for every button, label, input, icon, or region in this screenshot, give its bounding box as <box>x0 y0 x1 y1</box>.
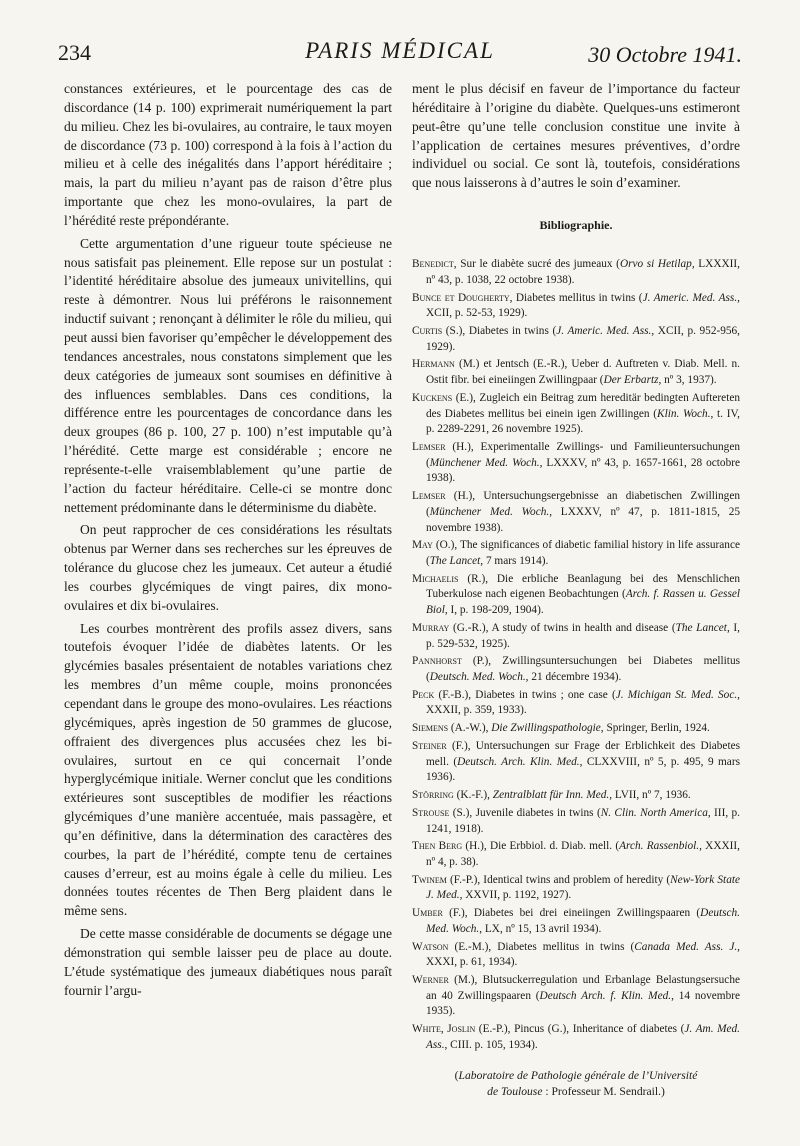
reference-item <box>412 906 740 937</box>
reference-details: , XXXII, nº 4, p. 38). <box>426 840 740 868</box>
reference-text: (E.-P.), Pincus (G.), Inheritance of diabetes ( <box>475 1023 685 1036</box>
reference-details: , LVII, nº 7, 1936. <box>609 789 691 802</box>
reference-author: Lemser <box>412 440 446 453</box>
right-column <box>412 80 740 1100</box>
reference-item <box>412 739 740 786</box>
reference-text: (R.), Die erbliche Beanlagung bei des Menschlichen Tuberkulose nach eigenen Beobachtungen ( <box>426 572 740 601</box>
reference-journal: Zentralblatt für Inn. Med. <box>492 789 610 802</box>
reference-journal: Deutsch Arch. f. Klin. Med. <box>539 989 672 1002</box>
reference-item <box>412 1022 740 1053</box>
reference-details: , LXXXII, nº 43, p. 1038, 22 octobre 1938). <box>426 258 740 286</box>
reference-text: (M.) et Jentsch (E.-R.), Ueber d. Auftreten v. Diab. Mell. n. Ostit fibr. bei eineiingen Zwillingpaar ( <box>426 358 740 387</box>
reference-author: Werner <box>412 973 449 986</box>
reference-text: (F.), Diabetes bei drei eineiingen Zwillingspaaren ( <box>442 907 701 920</box>
reference-author: Curtis <box>412 324 443 337</box>
reference-details: , I, p. 198-209, 1904). <box>444 604 544 617</box>
reference-journal: Arch. f. Rassen u. Gessel Biol <box>426 588 740 617</box>
reference-journal: Canada Med. Ass. J. <box>634 940 738 953</box>
running-header <box>58 38 742 74</box>
reference-item <box>412 973 740 1020</box>
paragraph: constances extérieures, et le pourcentage des cas de discordance (14 p. 100) exprimerait numériquement la part du milieu. Chez les bi-ovulaires, au contraire, le taux moyen de discordance (73 p. 100) correspond à la fois à l’action du milieu et à celle des inégalités dans l’apport héréditaire ; mais, la part du milieu n’ayant pas de raison d’être plus importante que chez les mono-ovulaires, la part de l’hérédité reste prépondérante. <box>64 81 392 228</box>
reference-details: , LX, nº 15, 13 avril 1934). <box>479 922 602 935</box>
reference-details: , XXXII, p. 359, 1933). <box>426 688 740 717</box>
reference-author: Strouse <box>412 806 450 819</box>
reference-journal: Deutsch. Med. Woch. <box>426 907 740 935</box>
reference-author: Lemser <box>412 490 446 503</box>
reference-text: (F.-B.), Diabetes in twins ; one case ( <box>434 688 616 701</box>
reference-author: Siemens <box>412 722 449 735</box>
reference-text: (A.-W.), <box>448 722 492 735</box>
reference-item <box>412 654 740 685</box>
reference-journal: N. Clin. North America <box>600 806 708 819</box>
reference-details: , Springer, Berlin, 1924. <box>600 722 710 735</box>
reference-details: , CLXXVIII, nº 5, p. 495, 9 mars 1936). <box>426 755 740 784</box>
reference-author: Peck <box>412 688 435 701</box>
reference-text: (K.-F.), <box>453 789 493 802</box>
reference-details: , XXXI, p. 61, 1934). <box>426 940 740 969</box>
reference-details: , III, p. 1241, 1918). <box>426 806 740 835</box>
reference-text: , Sur le diabète sucré des jumeaux ( <box>453 258 620 271</box>
paragraph: Cette argumentation d’une rigueur toute spécieuse ne nous satisfait pas pleinement. Elle repose sur un postulat : l’identité héréditaire absolue des jumeaux univitellins, qui reste à démontrer. Nous lui préférons le raisonnement inductif suivant ; renonçant à délimiter le rôle du milieu, qui peut aussi bien favoriser qu’empêcher le développement des tendances ancestrales, nous constatons simplement que les deux catégories de jumeaux sont soumises en définitive à des influences semblables. Dans ces conditions, la différence entre les pourcentages de concordance dans les deux groupes (86 p. 100, 27 p. 100) n’est imputable qu’à l’hérédité. Cette marge est considérable ; encore ne représente-t-elle vraisemblablement qu’une partie de l’action du facteur héréditaire. Celle-ci se montre donc nettement prédominante dans le déterminisme du diabète. <box>64 235 392 515</box>
issue-date: 30 Octobre 1941. <box>588 42 742 67</box>
reference-journal: Arch. Rassenbiol. <box>619 840 700 853</box>
reference-journal: Klin. Woch. <box>657 407 711 420</box>
reference-author: Steiner <box>412 739 447 752</box>
reference-text: (F.), Untersuchungen sur Frage der Erblichkeit des Diabetes mell. ( <box>426 739 740 768</box>
reference-item <box>412 839 740 870</box>
reference-text: (F.-P.), Identical twins and problem of heredity ( <box>446 873 671 886</box>
reference-author: Umber <box>412 907 443 920</box>
reference-text: (S.), Juvenile diabetes in twins ( <box>449 806 601 819</box>
reference-details: , CIII. p. 105, 1934). <box>444 1038 538 1051</box>
reference-text: (O.), The significances of diabetic familial history in life assurance ( <box>426 539 740 567</box>
reference-author: May <box>412 539 433 552</box>
bibliography-title: Bibliographie. <box>539 218 613 233</box>
reference-item <box>412 688 740 719</box>
paragraph: De cette masse considérable de documents se dégage une démonstration qui semble laisser peu de place au doute. L’étude systématique des jumeaux diabétiques nous paraît fournir l’argu- <box>64 926 392 998</box>
reference-details: , LXXXV, nº 47, p. 1811-1815, 25 novembre 1938). <box>426 505 740 534</box>
reference-item <box>412 538 740 569</box>
reference-item <box>412 257 740 288</box>
paragraph: Les courbes montrèrent des profils assez divers, sans toutefois évoquer l’idée de diabètes latents. Or les glycémies basales présentaient de notables variations chez les membres d’un même couple, moins prononcées cependant dans le groupe des mono-ovulaires. Les réactions glycémiques, après ingestion de 50 grammes de glucose, offraient des divergences plus accusées chez les bi-ovulaires, surtout en ce qui concernait l’onde hyperglycémique initiale. Werner conclut que les conditions extérieures sont susceptibles de modifier les réactions glycémiques d’une manière accentuée, mais passagère, et qu’en définitive, dans la détermination des caractères des courbes, la part de l’hérédité, compte tenu de certaines causes d’erreur, est au moins égale à celle du milieu. Les données toutes récentes de Then Berg plaident dans le même sens. <box>64 620 392 919</box>
reference-journal: The Lancet <box>675 621 727 634</box>
reference-item <box>412 324 740 355</box>
page-number: 234 <box>58 40 91 65</box>
reference-journal: Deutsch. Med. Woch. <box>429 671 526 684</box>
reference-author: Kuckens <box>412 391 453 404</box>
reference-author: Pannhorst <box>412 655 462 668</box>
reference-item <box>412 621 740 652</box>
reference-details: , 7 mars 1914). <box>480 555 549 567</box>
reference-details: , t. IV, p. 2289-2291, 26 novembre 1925). <box>426 407 740 436</box>
reference-journal: Der Erbartz <box>603 374 659 387</box>
reference-journal: New-York State J. Med. <box>426 873 740 902</box>
reference-journal: Deutsch. Arch. Klin. Med. <box>457 755 580 768</box>
reference-details: , XCII, p. 952-956, 1929). <box>426 324 740 353</box>
reference-text: (H.), Experimentalle Zwillings- und Familieuntersuchungen ( <box>426 440 740 469</box>
reference-author: White, Joslin <box>412 1023 476 1036</box>
reference-text: (H.), Untersuchungsergebnisse an diabetischen Zwillingen ( <box>426 490 740 518</box>
reference-item <box>412 873 740 904</box>
paragraph-continuation: ment le plus décisif en faveur de l’importance du facteur héréditaire à l’origine du diabète. Quelques-uns estimeront peut-être qu’une telle conclusion constitue une invite à l’application de certaines mesures préventives, d’ordre individuel ou social. Ce sont là, toutefois, considérations que nous laisserons à d’autres le soin d’examiner. <box>412 81 740 191</box>
reference-item <box>412 572 740 619</box>
reference-journal: J. Am. Med. Ass. <box>426 1023 740 1051</box>
reference-text: (S.), Diabetes in twins ( <box>442 324 557 337</box>
laboratory-city: de Toulouse <box>487 1084 543 1098</box>
reference-item <box>412 806 740 837</box>
reference-author: Twinem <box>412 873 447 886</box>
reference-text: (M.), Blutsuckerregulation und Erbanlage Belastungsersuche an 40 Zwillingspaaren ( <box>426 973 740 1002</box>
laboratory-head: : Professeur M. Sendrail.) <box>542 1084 665 1098</box>
reference-author: Hermann <box>412 358 455 371</box>
reference-details: , 14 novembre 1935). <box>426 989 740 1018</box>
reference-text: (E.), Zugleich ein Beitrag zum hereditär bedingten Auftereten des Diabetes mellitus bei einein igen Zwillingen ( <box>426 391 740 420</box>
reference-details: , XXVII, p. 1192, 1927). <box>459 889 572 902</box>
reference-details: , XCII, p. 52-53, 1929). <box>426 291 740 320</box>
reference-details: , LXXXV, nº 43, p. 1657-1661, 28 octobre 1938). <box>426 456 740 485</box>
reference-author: Then Berg <box>412 840 463 853</box>
left-column <box>64 80 392 1005</box>
reference-item <box>412 357 740 388</box>
reference-item <box>412 291 740 322</box>
reference-list <box>412 257 740 1054</box>
reference-item <box>412 788 740 804</box>
reference-author: Michaelis <box>412 572 459 585</box>
reference-journal: The Lancet <box>429 555 481 567</box>
reference-item <box>412 391 740 438</box>
journal-title: PARIS MÉDICAL <box>305 38 495 63</box>
laboratory-affiliation: (Laboratoire de Pathologie générale de l’Université de Toulouse : Professeur M. Sendrail.) <box>454 1068 698 1098</box>
reference-journal: Die Zwillingspathologie <box>491 722 601 735</box>
reference-text: (E.-M.), Diabetes mellitus in twins ( <box>448 940 635 953</box>
reference-details: , I, p. 529-532, 1925). <box>426 621 740 650</box>
reference-text: (P.), Zwillingsuntersuchungen bei Diabetes mellitus ( <box>426 655 740 684</box>
reference-journal: J. Americ. Med. Ass. <box>556 324 652 337</box>
reference-journal: Münchener Med. Woch. <box>429 456 540 469</box>
reference-text: (H.), Die Erbbiol. d. Diab. mell. ( <box>462 840 620 853</box>
reference-text: (G.-R.), A study of twins in health and disease ( <box>449 621 676 634</box>
reference-item <box>412 489 740 536</box>
reference-text: , Diabetes mellitus in twins ( <box>509 291 643 304</box>
reference-details: , nº 3, 1937). <box>658 374 717 387</box>
reference-author: Murray <box>412 621 450 634</box>
reference-details: , 21 décembre 1934). <box>525 671 622 684</box>
reference-author: Benedict <box>412 258 454 271</box>
reference-item <box>412 940 740 971</box>
reference-journal: J. Americ. Med. Ass. <box>642 291 738 304</box>
laboratory-line1: Laboratoire de Pathologie générale de l’Université <box>458 1068 698 1082</box>
reference-journal: Münchener Med. Woch. <box>429 505 550 518</box>
paragraph: On peut rapprocher de ces considérations les résultats obtenus par Werner dans ses recherches sur les épreuves de tolérance du glucose chez les jumeaux. Cet auteur a étudié les courbes glycémiques de vingt paires, dix mono-ovulaires et dix bi-ovulaires. <box>64 522 392 613</box>
reference-journal: Orvo si Hetilap <box>619 258 692 271</box>
reference-author: Bunce et Dougherty <box>412 291 510 304</box>
reference-item <box>412 440 740 487</box>
reference-author: Störring <box>412 789 454 802</box>
reference-journal: J. Michigan St. Med. Soc. <box>615 688 738 701</box>
reference-item <box>412 721 740 737</box>
reference-author: Watson <box>412 940 449 953</box>
